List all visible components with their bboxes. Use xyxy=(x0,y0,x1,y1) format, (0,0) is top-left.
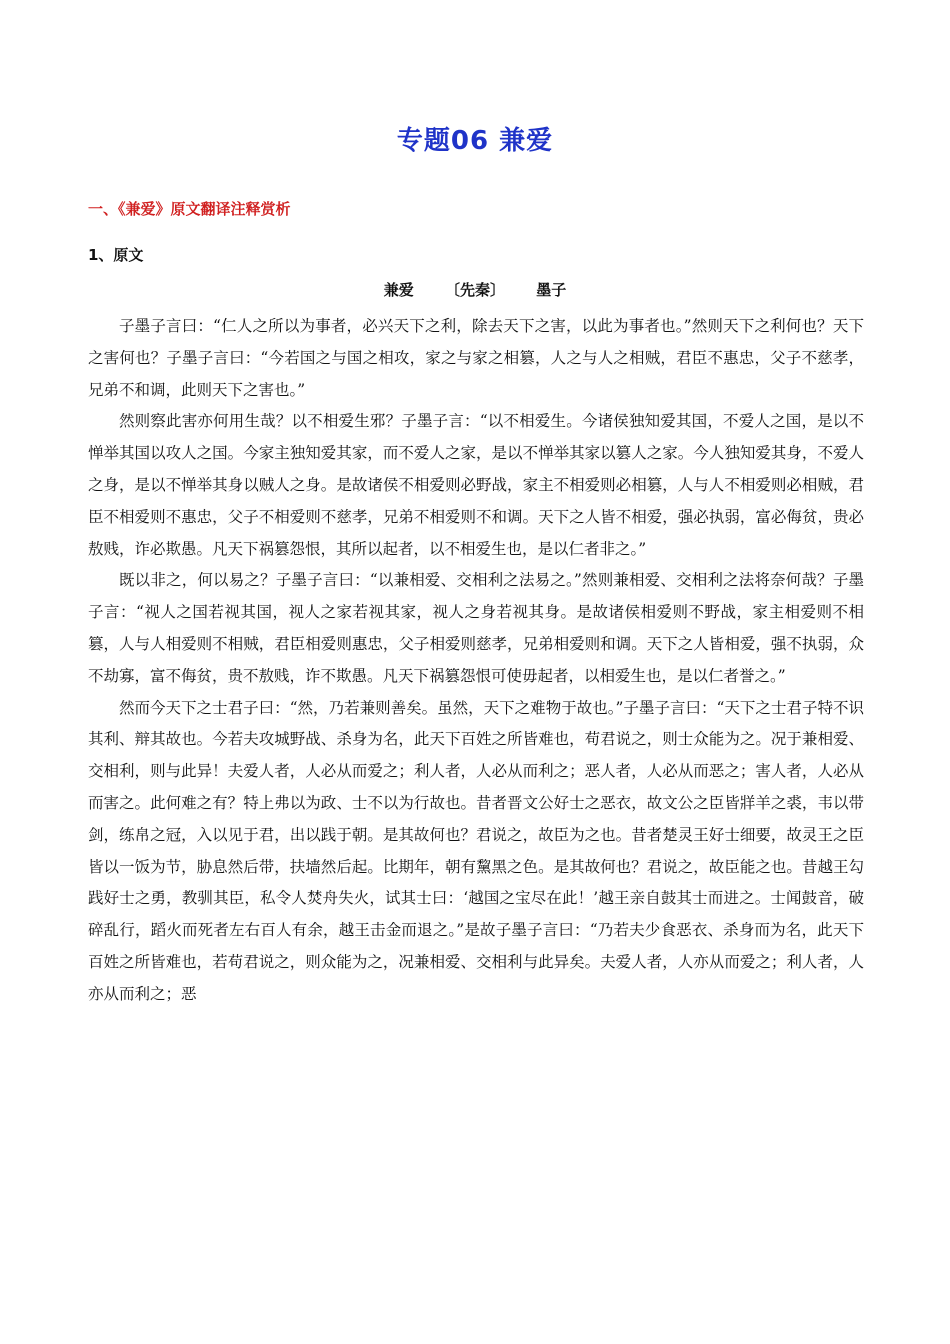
page-title: 专题06 兼爱 xyxy=(396,126,554,156)
paragraph: 子墨子言曰：“仁人之所以为事者，必兴天下之利，除去天下之害，以此为事者也。”然则天下之利何也？天下之害何也？子墨子言曰：“今若国之与国之相攻，家之与家之相篡，人之与人之相贼，君臣不惠忠，父子不慈孝，兄弟不和调，此则天下之害也。” xyxy=(88,317,864,399)
work-title xyxy=(0,279,950,300)
work-author: 墨子 xyxy=(536,281,567,299)
sub-heading: 1、原文 xyxy=(88,246,144,264)
paragraph: 既以非之，何以易之？子墨子言曰：“以兼相爱、交相利之法易之。”然则兼相爱、交相利之法将奈何哉？子墨子言：“视人之国若视其国，视人之家若视其家，视人之身若视其身。是故诸侯相爱则不野战，家主相爱则不相篡，人与人相爱则不相贼，君臣相爱则惠忠，父子相爱则慈孝，兄弟相爱则和调。天下之人皆相爱，强不执弱，众不劫寡，富不侮贫，贵不敖贱，诈不欺愚。凡天下祸篡怨恨可使毋起者，以相爱生也，是以仁者誉之。” xyxy=(88,571,864,685)
paragraph: 然则察此害亦何用生哉？以不相爱生邪？子墨子言：“以不相爱生。今诸侯独知爱其国，不爱人之国，是以不惮举其国以攻人之国。今家主独知爱其家，而不爱人之家，是以不惮举其家以篡人之家。今人独知爱其身，不爱人之身，是以不惮举其身以贼人之身。是故诸侯不相爱则必野战，家主不相爱则必相篡，人与人不相爱则必相贼，君臣不相爱则不惠忠，父子不相爱则不慈孝，兄弟不相爱则不和调。天下之人皆不相爱，强必执弱，富必侮贫，贵必敖贱，诈必欺愚。凡天下祸篡怨恨，其所以起者，以不相爱生也，是以仁者非之。” xyxy=(88,412,864,558)
work-dynasty: 〔先秦〕 xyxy=(444,281,505,299)
work-name: 兼爱 xyxy=(383,281,414,299)
paragraph: 然而今天下之士君子曰：“然，乃若兼则善矣。虽然，天下之难物于故也。”子墨子言曰：“天下之士君子特不识其利、辩其故也。今若夫攻城野战、杀身为名，此天下百姓之所皆难也，苟君说之，则士众能为之。况于兼相爱、交相利，则与此异！夫爱人者，人必从而爱之；利人者，人必从而利之；恶人者，人必从而恶之；害人者，人必从而害之。此何难之有？特上弗以为政、士不以为行故也。昔者晋文公好士之恶衣，故文公之臣皆牂羊之裘，韦以带剑，练帛之冠，入以见于君，出以践于朝。是其故何也？君说之，故臣为之也。昔者楚灵王好士细要，故灵王之臣皆以一饭为节，胁息然后带，扶墙然后起。比期年，朝有黧黑之色。是其故何也？君说之，故臣能之也。昔越王勾践好士之勇，教驯其臣，私令人焚舟失火，试其士曰：‘越国之宝尽在此！’越王亲自鼓其士而进之。士闻鼓音，破碎乱行，蹈火而死者左右百人有余，越王击金而退之。”是故子墨子言曰：“乃若夫少食恶衣、杀身而为名，此天下百姓之所皆难也，若苟君说之，则众能为之，况兼相爱、交相利与此异矣。夫爱人者，人亦从而爱之；利人者，人亦从而利之；恶 xyxy=(88,698,864,1003)
body-text xyxy=(88,311,864,1011)
section-heading: 一、《兼爱》原文翻译注释赏析 xyxy=(88,200,291,218)
